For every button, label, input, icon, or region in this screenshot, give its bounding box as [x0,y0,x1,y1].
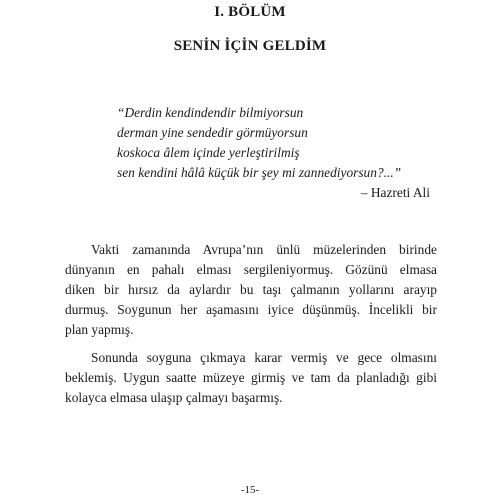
epigraph [117,103,437,183]
page-number: -15- [240,484,260,496]
paragraph-line: beklemiş. Uygun saatte müzeye girmiş ve tam da planladığı gibi [65,370,437,385]
epigraph-line: “Derdin kendindendir bilmiyorsun [117,105,304,120]
paragraph-line: kolayca elmasa ulaşıp çalmayı başarmış. [65,390,283,405]
chapter-number: I. BÖLÜM [214,4,286,20]
epigraph-line: derman yine sendedir görmüyorsun [117,125,308,140]
paragraph-line: dünyanın en pahalı elması sergileniyormuş. Gözünü elmasa [65,262,437,277]
epigraph-line: sen kendini hâlâ küçük bir şey mi zannediyorsun?...” [117,165,402,180]
epigraph-attribution: – Hazreti Ali [360,185,430,200]
chapter-title: SENİN İÇİN GELDİM [173,38,327,54]
paragraph-line: durmuş. Soygunun her aşamasını iyice düşünmüş. İncelikli bir [65,302,437,317]
body-text [65,240,437,416]
paragraph [65,240,437,340]
paragraph-line: plan yapmış. [65,322,134,337]
paragraph-line: diken bir hırsız da aylardır bu taşı çalmanın yollarını arayıp [65,282,437,297]
paragraph-line: Sonunda soyguna çıkmaya karar vermiş ve gece olmasını [91,350,437,365]
paragraph [65,348,437,408]
paragraph-line: Vakti zamanında Avrupa’nın ünlü müzelerinden birinde [91,242,437,257]
epigraph-line: koskoca âlem içinde yerleştirilmiş [117,145,300,160]
